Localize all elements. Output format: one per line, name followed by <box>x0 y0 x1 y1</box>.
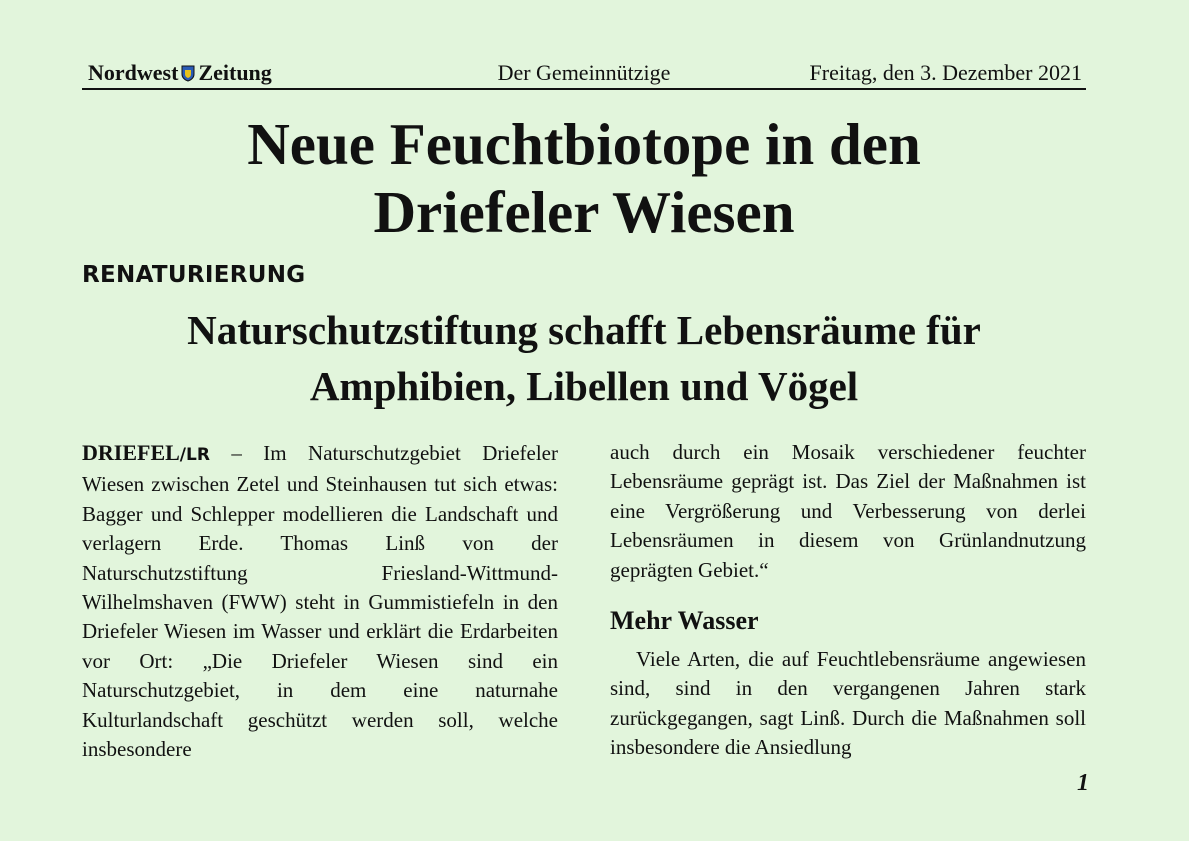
dateline-dash: – <box>209 441 264 465</box>
subheadline-line-1: Naturschutzstiftung schafft Lebensräume für <box>187 307 981 353</box>
dateline: DRIEFEL <box>82 440 180 465</box>
newspaper-name-part2: Zeitung <box>198 60 272 85</box>
headline-line-2: Driefeler Wiesen <box>373 179 795 245</box>
headline <box>82 110 1086 246</box>
article-column-2 <box>610 438 1086 763</box>
headline-line-1: Neue Feuchtbiotope in den <box>247 111 921 177</box>
column-1-text: Im Naturschutzgebiet Driefeler Wiesen zwischen Zetel und Steinhausen tut sich etwas: Bagger und Schlepper modellieren die Landschaft und verlagern Erde. Thomas Linß von der Naturschutzstiftung Friesland-Wittmund-Wilhelmshaven (FWW) steht in Gummistiefeln in den Driefeler Wiesen im Wasser und erklärt die Erdarbeiten vor Ort: „Die Driefeler Wiesen sind ein Naturschutzgebiet, in dem eine naturnahe Kulturlandschaft geschützt werden soll, welche insbesondere <box>82 441 558 762</box>
newspaper-name-part1: Nordwest <box>88 60 179 85</box>
article-column-1 <box>82 438 558 764</box>
page-number: 1 <box>1077 770 1089 796</box>
lead-paragraph <box>82 438 558 764</box>
issue-date: Freitag, den 3. Dezember 2021 <box>809 60 1082 85</box>
masthead <box>82 58 1086 90</box>
interheading: Mehr Wasser <box>610 606 759 636</box>
subheadline <box>82 302 1086 414</box>
column-2-paragraph-2: Viele Arten, die auf Feuchtlebensräume angewiesen sind, sind in den vergangenen Jahren stark zurückgegangen, sagt Linß. Durch die Maßnahmen soll insbesondere die Ansiedlung <box>610 647 1086 760</box>
section-name: Der Gemeinnützige <box>497 60 671 85</box>
kicker: RENATURIERUNG <box>82 262 306 288</box>
column-2-paragraph-1: auch durch ein Mosaik verschiedener feuchter Lebensräume geprägt ist. Das Ziel der Maßnahmen ist eine Vergrößerung und Verbesserung von derlei Lebensräumen in diesem von Grünlandnutzung geprägten Gebiet.“ <box>610 440 1086 582</box>
agency-tag: /LR <box>179 445 210 465</box>
subheadline-line-2: Amphibien, Libellen und Vögel <box>309 363 859 409</box>
